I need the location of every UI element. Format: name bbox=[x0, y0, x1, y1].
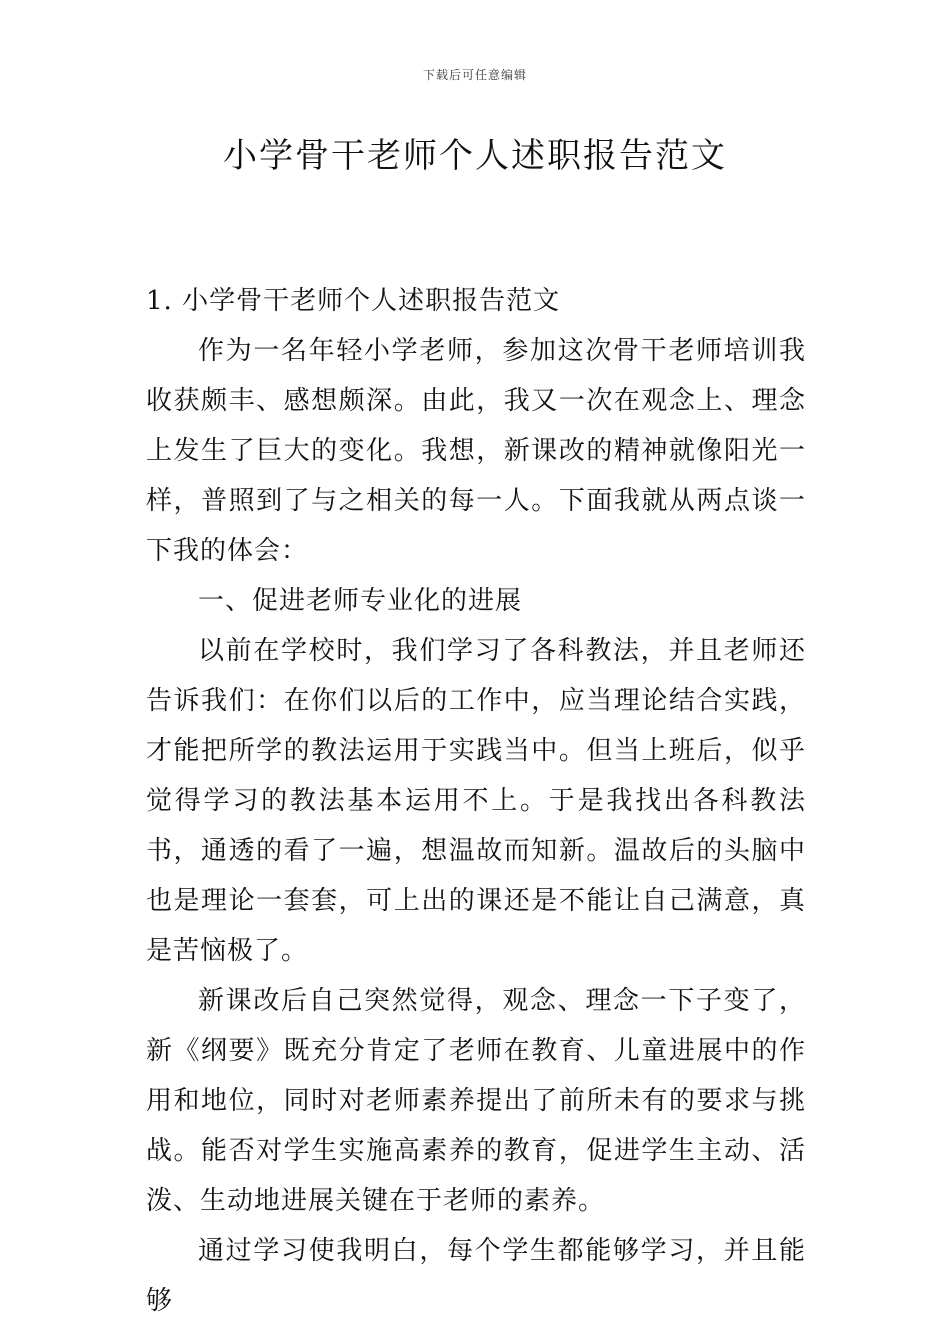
paragraph: 新课改后自己突然觉得，观念、理念一下子变了，新《纲要》既充分肯定了老师在教育、儿童进展中的作用和地位，同时对老师素养提出了前所未有的要求与挑战。能否对学生实施高素养的教育，促进学生主动、活泼、生动地进展关键在于老师的素养。 bbox=[146, 986, 806, 1216]
paragraph: 以前在学校时，我们学习了各科教法，并且老师还告诉我们：在你们以后的工作中，应当理论结合实践，才能把所学的教法运用于实践当中。但当上班后，似乎觉得学习的教法基本运用不上。于是我找出各科教法书，通透的看了一遍，想温故而知新。温故后的头脑中也是理论一套套，可上出的课还是不能让自己满意，真是苦恼极了。 bbox=[146, 636, 806, 966]
section-heading: 1. 小学骨干老师个人述职报告范文 bbox=[146, 286, 561, 316]
paragraph: 作为一名年轻小学老师，参加这次骨干老师培训我收获颇丰、感想颇深。由此，我又一次在观念上、理念上发生了巨大的变化。我想，新课改的精神就像阳光一样，普照到了与之相关的每一人。下面我就从两点谈一下我的体会： bbox=[146, 336, 806, 566]
document-body bbox=[146, 276, 806, 1326]
subsection-heading: 一、促进老师专业化的进展 bbox=[198, 586, 523, 616]
document-title: 小学骨干老师个人述职报告范文 bbox=[223, 136, 727, 176]
header-note: 下载后可任意编辑 bbox=[422, 68, 527, 82]
paragraph: 通过学习使我明白，每个学生都能够学习，并且能够 bbox=[146, 1236, 806, 1316]
